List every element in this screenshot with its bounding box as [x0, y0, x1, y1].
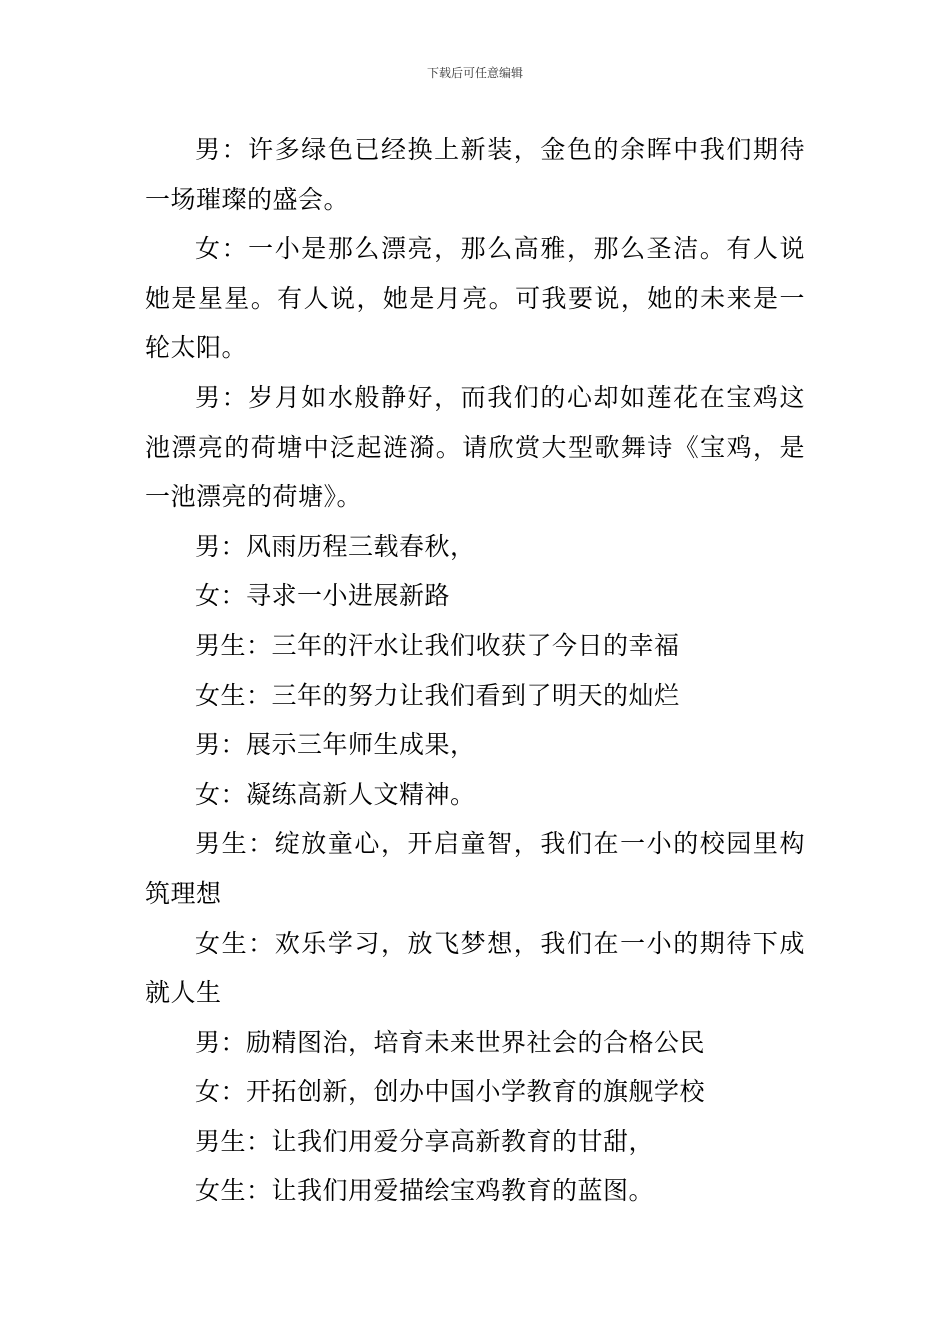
paragraph: 男生：让我们用爱分享高新教育的甘甜， — [195, 1126, 655, 1156]
paragraph: 男：展示三年师生成果， — [195, 730, 476, 760]
page-header: 下载后可任意编辑 — [426, 66, 523, 80]
paragraph: 男：许多绿色已经换上新装，金色的余晖中我们期待一场璀璨的盛会。 — [145, 135, 805, 214]
paragraph: 男生：绽放童心，开启童智，我们在一小的校园里构筑理想 — [145, 829, 805, 908]
document-body — [145, 125, 805, 1216]
paragraph: 女生：欢乐学习，放飞梦想，我们在一小的期待下成就人生 — [145, 928, 805, 1008]
paragraph: 女生：让我们用爱描绘宝鸡教育的蓝图。 — [195, 1176, 655, 1206]
paragraph: 男：励精图治，培育未来世界社会的合格公民 — [195, 1027, 706, 1057]
paragraph: 女：寻求一小进展新路 — [195, 581, 451, 611]
paragraph: 男生：三年的汗水让我们收获了今日的幸福 — [195, 630, 680, 660]
paragraph: 女：开拓创新，创办中国小学教育的旗舰学校 — [195, 1077, 706, 1107]
paragraph: 女：一小是那么漂亮，那么高雅，那么圣洁。有人说她是星星。有人说，她是月亮。可我要说，她的未来是一轮太阳。 — [145, 234, 805, 363]
paragraph: 女生：三年的努力让我们看到了明天的灿烂 — [195, 680, 680, 710]
paragraph: 男：岁月如水般静好，而我们的心却如莲花在宝鸡这池漂亮的荷塘中泛起涟漪。请欣赏大型歌舞诗《宝鸡，是一池漂亮的荷塘》。 — [145, 382, 805, 512]
paragraph: 男：风雨历程三载春秋， — [195, 531, 476, 561]
paragraph: 女：凝练高新人文精神。 — [195, 779, 476, 809]
